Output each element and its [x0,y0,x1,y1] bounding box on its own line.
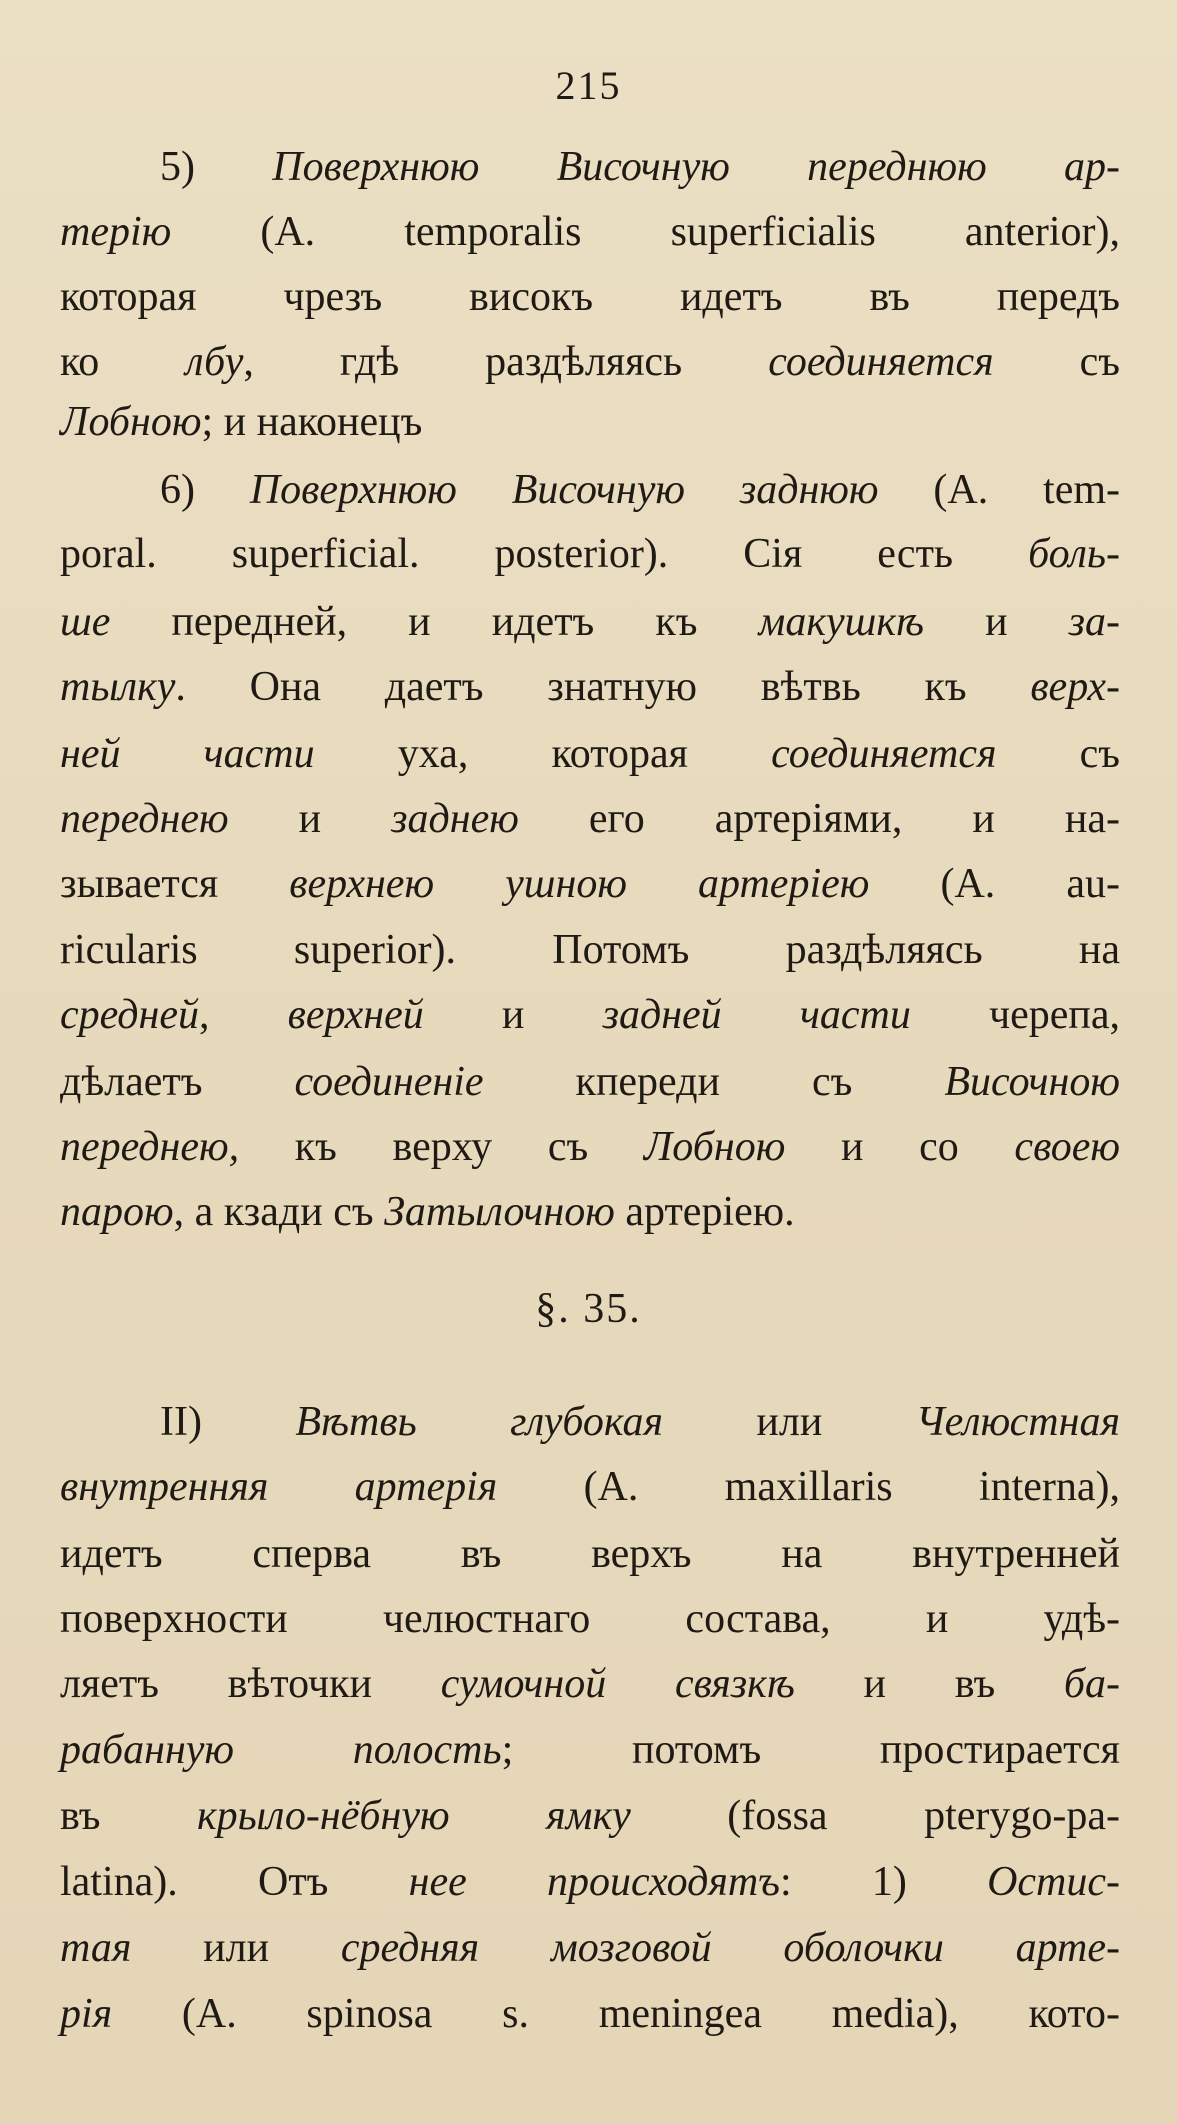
text-line [60,983,1120,1047]
text-run: ricularis superior). Потомъ раздѣляясь на [60,927,1120,973]
section-heading: §. 35. [535,1286,642,1332]
italic-term: внутренняя артерія [60,1464,498,1510]
text-run: , гдѣ раздѣляясь [243,339,769,385]
page-number: 215 [555,63,622,108]
text-line [60,852,1120,916]
italic-term: боль- [1028,531,1120,577]
italic-term: своею [1014,1124,1120,1170]
text-line [60,1050,1120,1114]
text-run: его артеріями, и на- [518,796,1121,842]
text-run: latina). Отъ [60,1859,409,1905]
text-run: : 1) [779,1859,988,1905]
italic-term: соединеніе [294,1059,484,1105]
text-run: II) [160,1399,296,1445]
text-run: зывается [60,861,290,907]
text-line [60,330,1120,394]
text-run: ко [60,339,186,385]
text-line [60,1916,1120,1980]
italic-term: ба- [1063,1661,1120,1707]
text-run: (A. au- [869,861,1121,907]
italic-term: верхней [287,992,424,1038]
italic-term: Лобною [643,1124,786,1170]
text-line [160,458,1120,522]
italic-term: ше [60,599,111,645]
text-run: кпереди съ [483,1059,945,1105]
text-line [160,1390,1120,1454]
italic-term: за- [1068,599,1120,645]
text-run: , а кзади съ [173,1189,385,1235]
italic-term: верхнею ушною артеріею [289,861,870,907]
italic-term: средней [60,992,199,1038]
text-run: черепа, [910,992,1120,1038]
text-run: къ верху съ [239,1124,644,1170]
text-run: (A. tem- [878,467,1120,513]
text-run: или [131,1925,341,1971]
text-run: которая чрезъ високъ идетъ въ передъ [60,274,1120,320]
text-line [60,200,1120,264]
text-run: poral. superficial. posterior). Сія есть [60,531,1029,577]
text-line [60,918,1120,982]
text-line [60,655,1120,719]
italic-term: крыло-нёбную ямку [197,1793,631,1839]
text-line [60,1115,1120,1179]
italic-term: Челюстная [915,1399,1120,1445]
italic-term: тылку [60,664,176,710]
text-run: ляетъ вѣточки [60,1661,441,1707]
italic-term: Затылочною [384,1189,615,1235]
text-run: и въ [794,1661,1064,1707]
text-run: и [924,599,1069,645]
text-line [60,1522,1120,1586]
italic-term: Остис- [987,1859,1121,1905]
text-run: (fossa pterygo-pa- [630,1793,1120,1839]
text-run: или [663,1399,916,1445]
italic-term: заднею [391,796,519,842]
text-line [60,722,1120,786]
text-run: ; потомъ простирается [501,1727,1120,1773]
text-line [60,1587,1120,1651]
text-line [60,1455,1120,1519]
text-run: и со [785,1124,1015,1170]
italic-term: нее происходятъ [408,1859,780,1905]
italic-term: рія [60,1991,113,2037]
text-run: передней, и идетъ къ [110,599,759,645]
text-run: . Она даетъ знатную вѣтвь къ [175,664,1031,710]
text-run: дѣлаетъ [60,1059,295,1105]
text-run: 5) [160,144,273,190]
italic-term: Поверхнюю Височную заднюю [249,467,879,513]
italic-term: Лобною [60,399,202,445]
text-line [60,1718,1120,1782]
text-run: и [423,992,603,1038]
text-run: , [198,992,288,1038]
text-line [60,787,1120,851]
text-run: уха, которая [314,731,772,777]
text-run: (A. maxillaris interna), [497,1464,1120,1510]
text-run: ; и наконецъ [201,399,423,445]
italic-term: Поверхнюю Височную переднюю ар- [272,144,1120,190]
text-run: 6) [160,467,250,513]
text-line [60,1180,1120,1244]
text-line [60,1784,1120,1848]
italic-term: соединяется [768,339,994,385]
italic-term: средняя мозговой оболочки арте- [340,1925,1120,1971]
text-line [60,1982,1120,2046]
italic-term: соединяется [771,731,997,777]
text-run: (A. spinosa s. meningea media), кото- [112,1991,1120,2037]
text-run: съ [996,731,1120,777]
italic-term: макушкѣ [758,599,924,645]
text-line [60,590,1120,654]
italic-term: Височною [944,1059,1120,1105]
text-run: артеріею. [614,1189,795,1235]
italic-term: ней части [60,731,315,777]
text-run: съ [993,339,1120,385]
text-line [60,522,1120,586]
italic-term: сумочной связкѣ [440,1661,795,1707]
italic-term: переднею [60,796,229,842]
text-run: и [228,796,392,842]
text-run: идетъ сперва въ верхъ на внутренней [60,1531,1120,1577]
italic-term: тая [60,1925,132,1971]
text-run: (A. temporalis superficialis anterior), [171,209,1120,255]
italic-term: лбу [185,339,244,385]
text-line [60,265,1120,329]
text-line [60,390,1120,454]
italic-term: задней части [602,992,911,1038]
text-line [160,135,1120,199]
text-run: въ [60,1793,198,1839]
italic-term: переднею, [60,1124,240,1170]
italic-term: Вѣтвь глубокая [295,1399,664,1445]
italic-term: верх- [1030,664,1120,710]
text-line [60,1850,1120,1914]
text-run: поверхности челюстнаго состава, и удѣ- [60,1596,1120,1642]
italic-term: рабанную полость [60,1727,502,1773]
italic-term: терію [60,209,172,255]
text-line [60,1652,1120,1716]
italic-term: парою [60,1189,174,1235]
